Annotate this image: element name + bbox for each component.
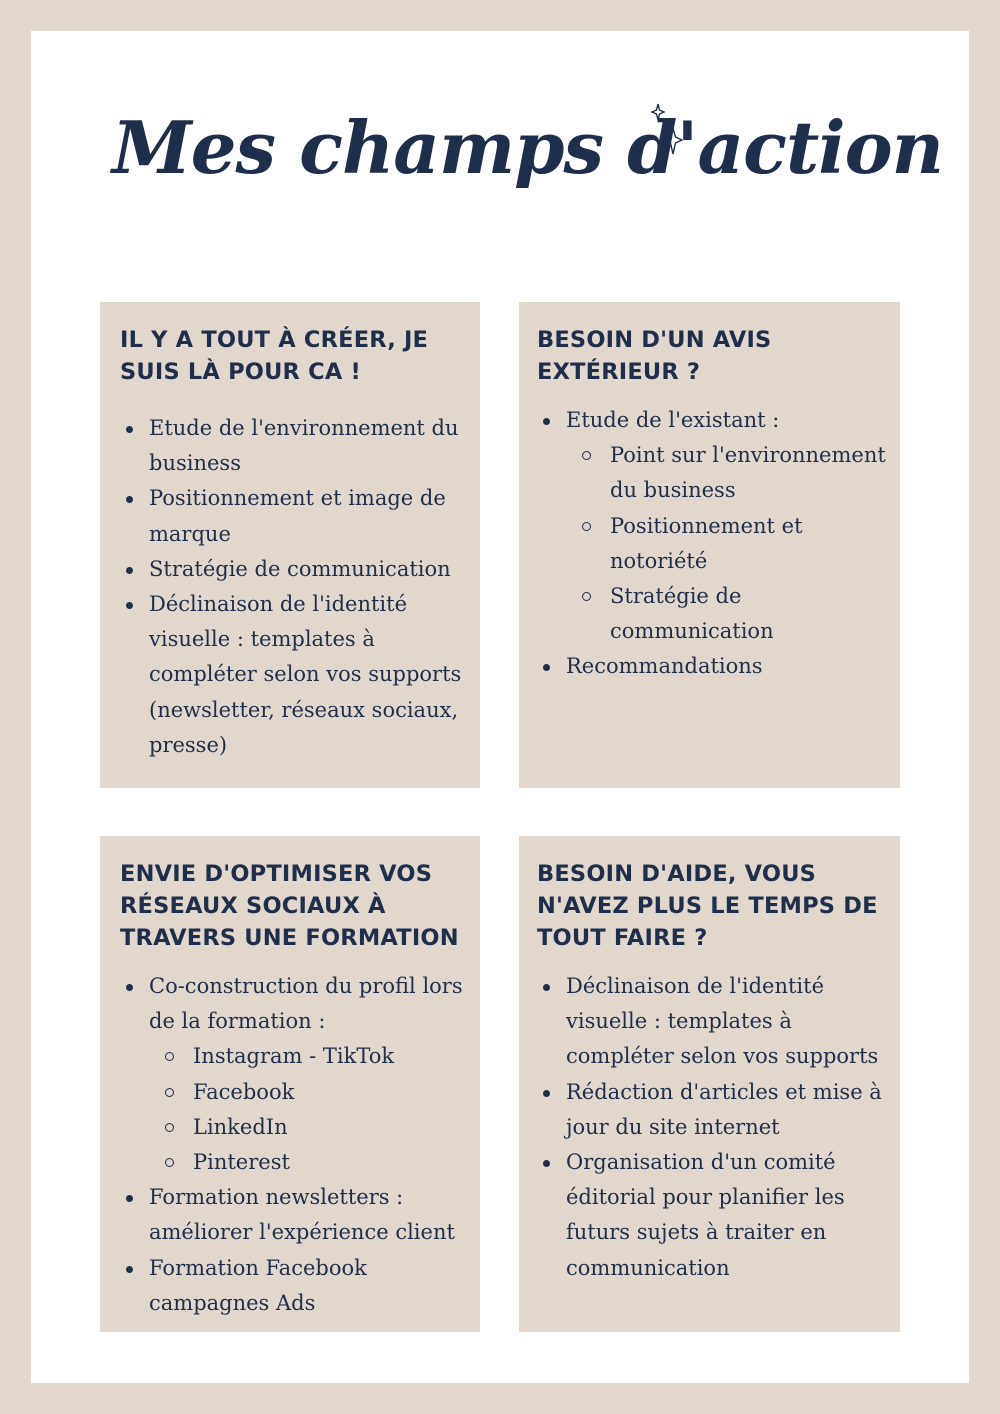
card-list bbox=[120, 411, 470, 763]
list-item-label: Co-construction du profil lors de la formation : bbox=[149, 974, 463, 1034]
sub-list bbox=[566, 438, 896, 649]
card-list bbox=[537, 403, 896, 685]
sub-list-item: Instagram - TikTok bbox=[149, 1039, 474, 1074]
list-item bbox=[120, 969, 474, 1180]
card-list bbox=[120, 969, 474, 1321]
list-item: Etude de l'environnement du business bbox=[120, 411, 470, 481]
list-item: Formation Facebook campagnes Ads bbox=[120, 1251, 474, 1321]
sub-list-item: Positionnement et notoriété bbox=[566, 509, 896, 579]
list-item-label: Etude de l'existant : bbox=[566, 408, 780, 432]
sub-list-item: Facebook bbox=[149, 1075, 474, 1110]
card-avis-exterieur bbox=[519, 302, 900, 788]
page-title: Mes champs d'action bbox=[112, 105, 943, 190]
list-item: Déclinaison de l'identité visuelle : templates à compléter selon vos supports bbox=[537, 969, 890, 1075]
card-heading: BESOIN D'UN AVIS EXTÉRIEUR ? bbox=[537, 327, 772, 385]
card-heading: BESOIN D'AIDE, VOUS N'AVEZ PLUS LE TEMPS DE TOUT FAIRE ? bbox=[537, 861, 878, 951]
list-item: Stratégie de communication bbox=[120, 552, 470, 587]
list-item: Organisation d'un comité éditorial pour planifier les futurs sujets à traiter en communication bbox=[537, 1145, 890, 1286]
card-heading: ENVIE D'OPTIMISER VOS RÉSEAUX SOCIAUX À TRAVERS UNE FORMATION bbox=[120, 861, 459, 951]
list-item: Positionnement et image de marque bbox=[120, 481, 470, 551]
card-formation-reseaux bbox=[100, 836, 480, 1332]
card-tout-a-creer bbox=[100, 302, 480, 788]
sub-list-item: Pinterest bbox=[149, 1145, 474, 1180]
card-besoin-aide bbox=[519, 836, 900, 1332]
list-item bbox=[537, 403, 896, 649]
sub-list bbox=[149, 1039, 474, 1180]
list-item: Recommandations bbox=[537, 649, 896, 684]
list-item: Formation newsletters : améliorer l'expérience client bbox=[120, 1180, 474, 1250]
card-heading: IL Y A TOUT À CRÉER, JE SUIS LÀ POUR CA ! bbox=[120, 327, 429, 385]
sub-list-item: LinkedIn bbox=[149, 1110, 474, 1145]
sub-list-item: Stratégie de communication bbox=[566, 579, 896, 649]
card-list bbox=[537, 969, 890, 1286]
list-item: Rédaction d'articles et mise à jour du site internet bbox=[537, 1075, 890, 1145]
sparkle-icon bbox=[645, 100, 695, 170]
list-item: Déclinaison de l'identité visuelle : templates à compléter selon vos supports (newsletter, réseaux sociaux, presse) bbox=[120, 587, 470, 763]
sub-list-item: Point sur l'environnement du business bbox=[566, 438, 896, 508]
